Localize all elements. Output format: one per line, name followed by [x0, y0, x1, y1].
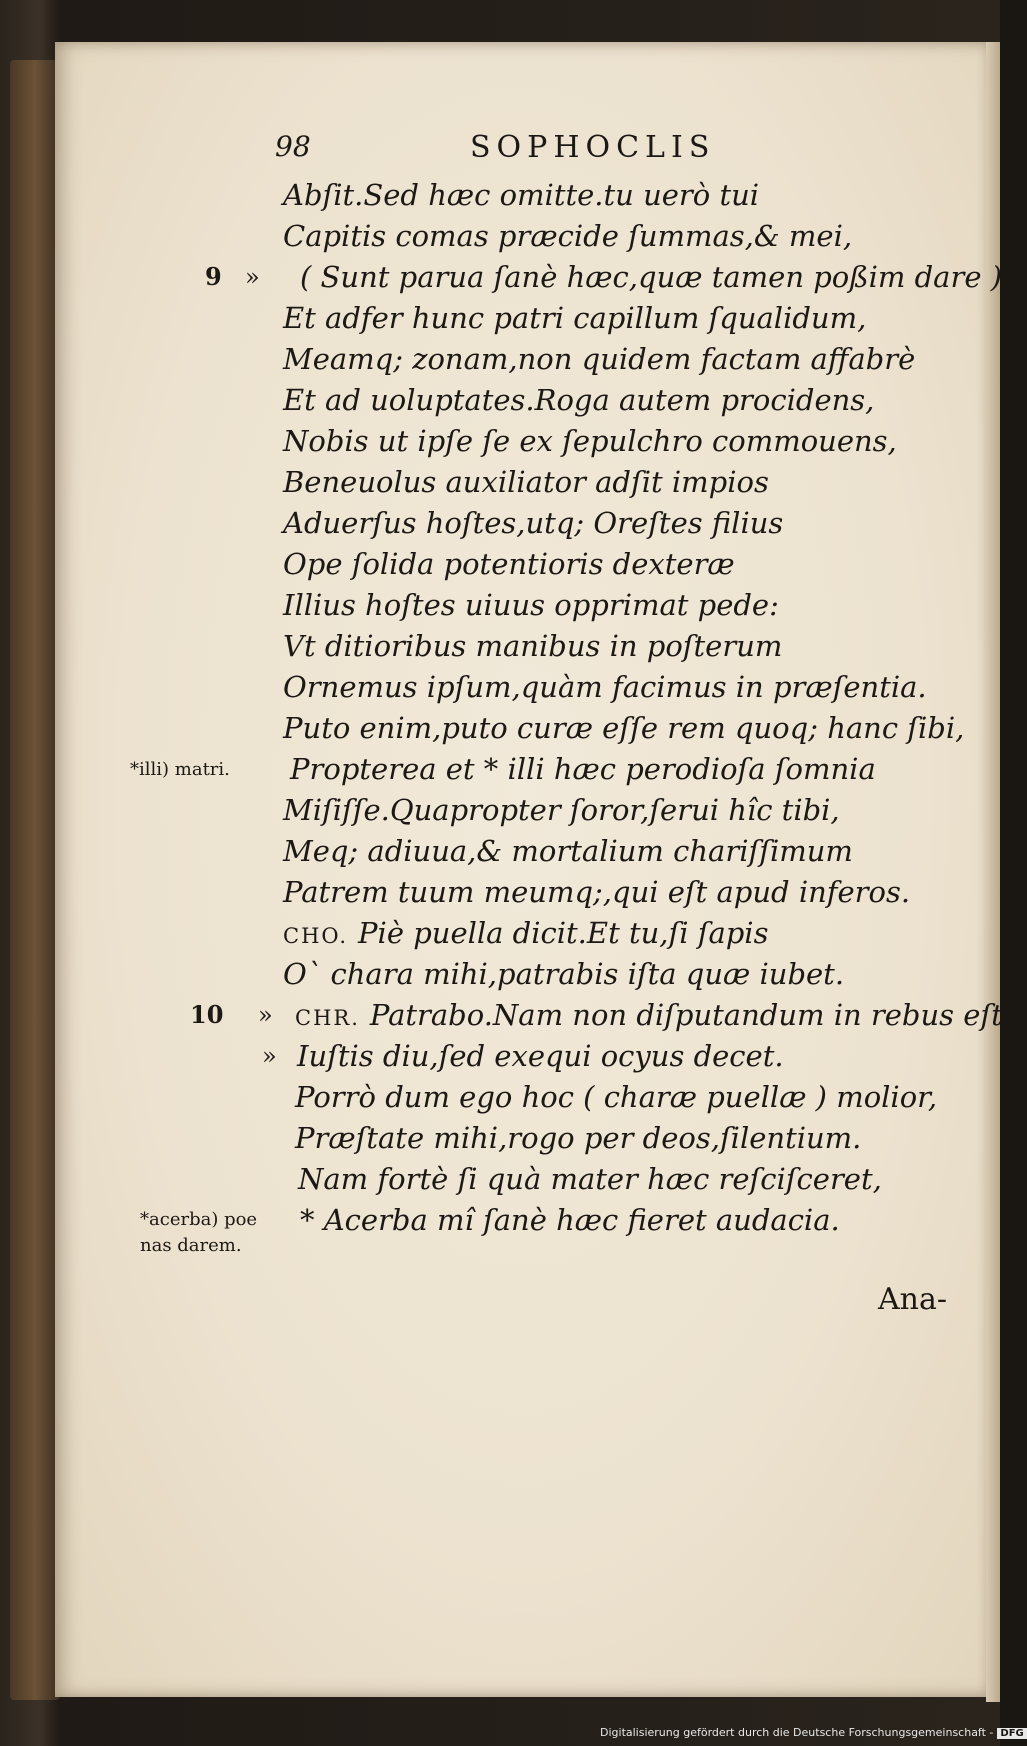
gnomic-mark: » — [262, 1042, 277, 1070]
verse-line: Aduerſus hoſtes,utq; Oreſtes filius — [283, 506, 784, 540]
page-number: 98 — [275, 130, 311, 163]
verse-line: Patrem tuum meumq;,qui eſt apud inferos. — [283, 875, 911, 909]
verse-line: Beneuolus auxiliator adſit impios — [283, 465, 769, 499]
verse-line: Propterea et * illi hæc perodioſa ſomnia — [290, 752, 876, 786]
speaker-label: CHO. — [283, 924, 349, 948]
margin-note: *acerba) poe — [140, 1209, 258, 1230]
verse-line: * Acerba mî ſanè hæc fieret audacia. — [300, 1203, 840, 1237]
verse-line: Meq; adiuua,& mortalium chariſſimum — [283, 834, 853, 868]
line-number: 9 — [205, 262, 222, 291]
verse-line: Illius hoſtes uiuus opprimat pede: — [283, 588, 779, 622]
margin-note: *illi) matri. — [130, 759, 230, 780]
verse-line: Et ad uoluptates.Roga autem procidens, — [283, 383, 875, 417]
verse-line: Nobis ut ipſe ſe ex ſepulchro commouens, — [283, 424, 897, 458]
dfg-logo: DFG — [997, 1728, 1026, 1739]
verse-line: CHO. Piè puella dicit.Et tu,ſi ſapis — [283, 916, 769, 950]
verse-line: Porrò dum ego hoc ( charæ puellæ ) molior, — [295, 1080, 938, 1114]
verse-line: Ornemus ipſum,quàm facimus in præſentia. — [283, 670, 927, 704]
verse-line: Meamq; zonam,non quidem factam affabrè — [283, 342, 916, 376]
gnomic-mark: » — [258, 1001, 273, 1029]
verse-line: Vt ditioribus manibus in poſterum — [283, 629, 783, 663]
verse-line: Abſit.Sed hæc omitte.tu uerò tui — [283, 178, 760, 212]
verse-line: Ope ſolida potentioris dexteræ — [283, 547, 735, 581]
verse-line: 10 » CHR. Patrabo.Nam non diſputandum in rebus eſt — [0, 995, 1000, 1035]
verse-line: Miſiſſe.Quapropter ſoror,ſerui hîc tibi, — [283, 793, 840, 827]
margin-note: nas darem. — [140, 1235, 242, 1256]
digitization-footer: Digitalisierung gefördert durch die Deutsche Forschungsgemeinschaft - DFG — [600, 1726, 995, 1739]
verse-line: Nam fortè ſi quà mater hæc reſciſceret, — [298, 1162, 882, 1196]
verse-line: Præſtate mihi,rogo per deos,ſilentium. — [295, 1121, 862, 1155]
gnomic-mark: » — [245, 263, 260, 291]
verse-line: 9 » ( Sunt parua ſanè hæc,quæ tamen poßim dare ) — [0, 257, 1000, 297]
verse-line: Puto enim,puto curæ eſſe rem quoq; hanc ſibi, — [283, 711, 965, 745]
verse-line: Capitis comas præcide ſummas,& mei, — [283, 219, 853, 253]
verse-line: O` chara mihi,patrabis iſta quæ iubet. — [283, 957, 845, 991]
verse-line: » Iuſtis diu,ſed exequi ocyus decet. — [0, 1036, 1000, 1076]
speaker-label: CHR. — [295, 1006, 360, 1030]
page-title: SOPHOCLIS — [470, 130, 716, 165]
verse-line: Et adfer hunc patri capillum ſqualidum, — [283, 301, 867, 335]
line-number: 10 — [190, 1000, 224, 1029]
catchword: Ana- — [878, 1282, 948, 1317]
